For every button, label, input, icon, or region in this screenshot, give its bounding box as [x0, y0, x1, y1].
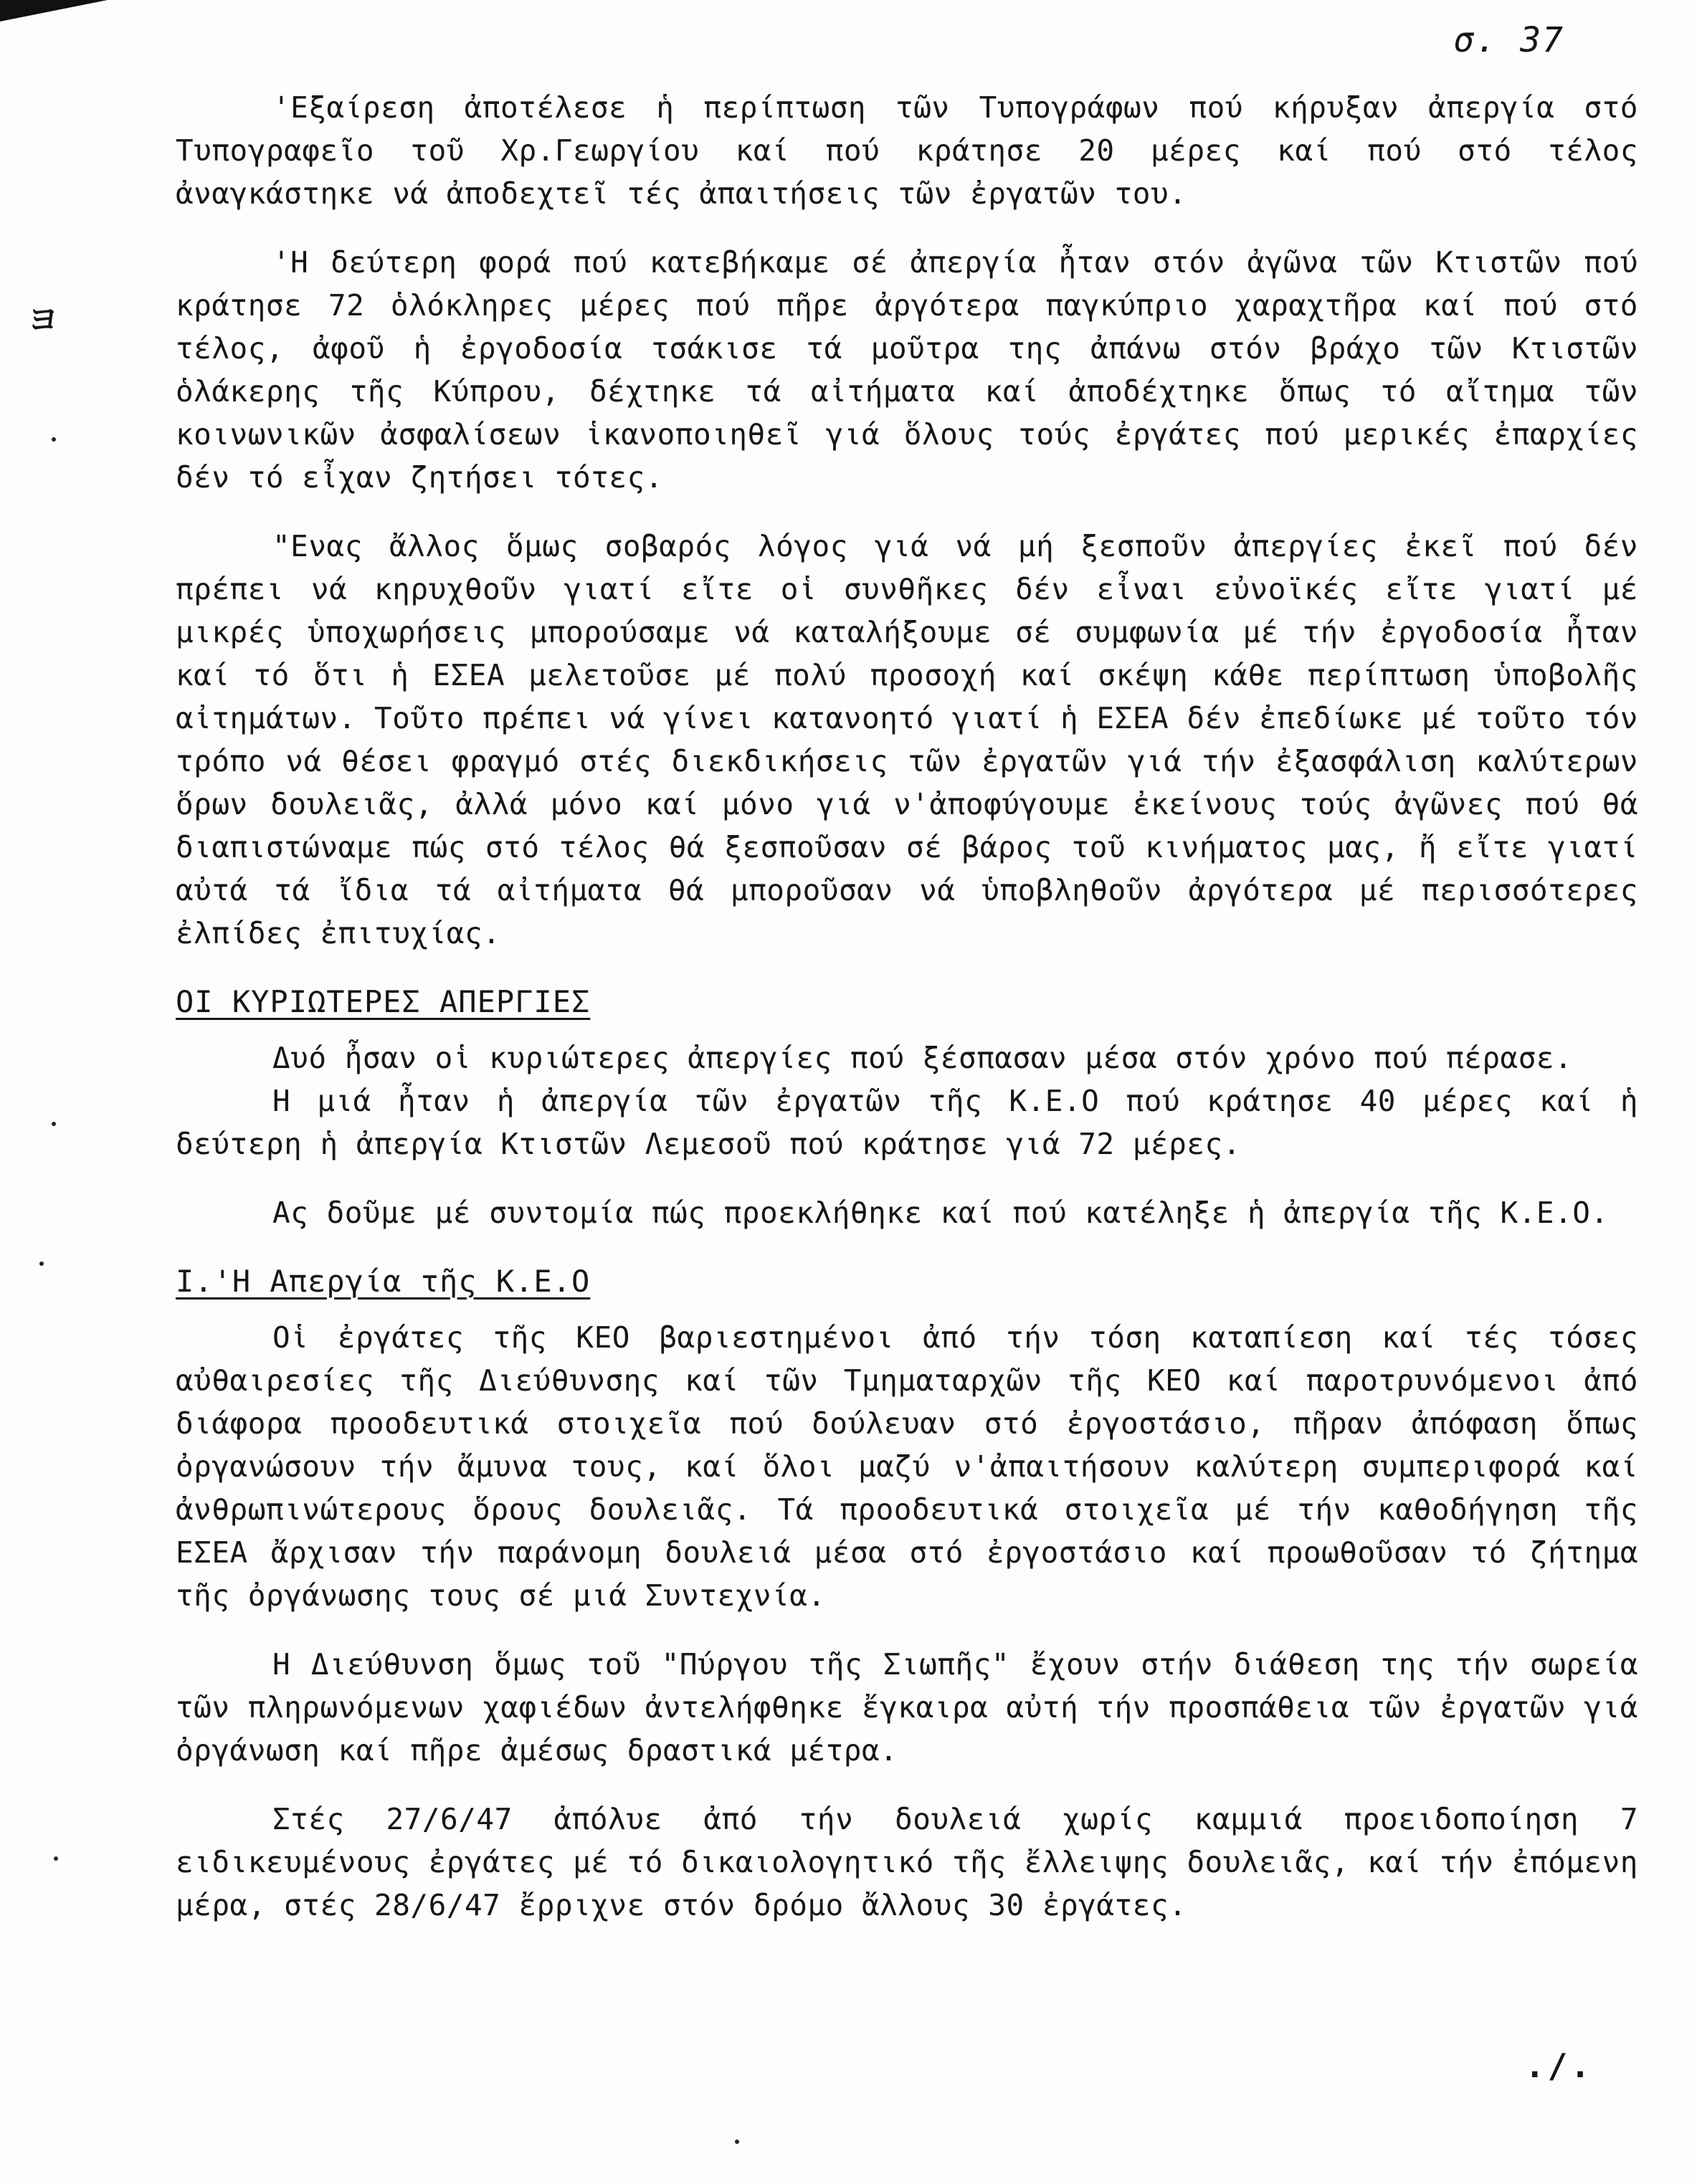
paragraph: 'Η δεύτερη φορά πού κατεβήκαμε σέ ἀπεργία ἦταν στόν ἀγῶνα τῶν Κτιστῶν πού κράτησε 72 ὁλόκληρες μέρες πού πῆρε ἀργότερα παγκύπριο χαραχτῆρα καί πού στό τέλος, ἀφοῦ ἡ ἐργοδοσία τσάκισε τά μοῦτρα της ἀπάνω στόν βράχο τῶν Κτιστῶν ὁλάκερης τῆς Κύπρου, δέχτηκε τά αἰτήματα καί ἀποδέχτηκε ὅπως τό αἴτημα τῶν κοινωνικῶν ἀσφαλίσεων ἱκανοποιηθεῖ γιά ὅλους τούς ἐργάτες πού μερικές ἐπαρχίες δέν τό εἶχαν ζητήσει τότες. [176, 245, 1638, 495]
paragraph: 'Εξαίρεση ἀποτέλεσε ἡ περίπτωση τῶν Τυπογράφων πού κήρυξαν ἀπεργία στό Τυπογραφεῖο τοῦ Χρ.Γεωργίου καί πού κράτησε 20 μέρες καί πού στό τέλος ἀναγκάστηκε νά ἀποδεχτεῖ τές ἀπαιτήσεις τῶν ἐργατῶν του. [176, 90, 1638, 211]
paragraph: Οἱ ἐργάτες τῆς ΚΕΟ βαριεστημένοι ἀπό τήν τόση καταπίεση καί τές τόσες αὐθαιρεσίες τῆς Διεύθυνσης καί τῶν Τμηματαρχῶν τῆς ΚΕΟ καί παροτρυνόμενοι ἀπό διάφορα προοδευτικά στοιχεῖα πού δούλευαν στό ἐργοστάσιο, πῆραν ἀπόφαση ὅπως ὀργανώσουν τήν ἄμυνα τους, καί ὅλοι μαζύ ν'ἀπαιτήσουν καλύτερη συμπεριφορά καί ἀνθρωπινώτερους ὅρους δουλειᾶς. Τά προοδευτικά στοιχεῖα μέ τήν καθοδήγηση τῆς ΕΣΕΑ ἄρχισαν τήν παράνομη δουλειά μέσα στό ἐργοστάσιο καί προωθοῦσαν τό ζήτημα τῆς ὀργάνωσης τους σέ μιά Συντεχνία. [176, 1320, 1638, 1613]
document-body [176, 86, 1638, 1952]
page-number: σ. 37 [1453, 20, 1564, 60]
paragraph: Η μιά ἦταν ἡ ἀπεργία τῶν ἐργατῶν τῆς Κ.Ε.Ο πού κράτησε 40 μέρες καί ἡ δεύτερη ἡ ἀπεργία Κτιστῶν Λεμεσοῦ πού κράτησε γιά 72 μέρες. [176, 1084, 1638, 1161]
margin-annotation-mark: ヨ [27, 302, 59, 338]
margin-dot [39, 1262, 44, 1266]
section-heading: Ι.'Η Απεργία τῆς Κ.Ε.Ο [176, 1264, 591, 1299]
scan-corner-mark [0, 0, 108, 22]
continuation-mark: ./. [1524, 2046, 1593, 2085]
paragraph: Η Διεύθυνση ὅμως τοῦ "Πύργου τῆς Σιωπῆς" ἔχουν στήν διάθεση της τήν σωρεία τῶν πληρωνόμενων χαφιέδων ἀντελήφθηκε ἔγκαιρα αὐτή τήν προσπάθεια τῶν ἐργατῶν γιά ὀργάνωση καί πῆρε ἀμέσως δραστικά μέτρα. [176, 1647, 1638, 1768]
margin-dot [52, 437, 56, 442]
margin-dot [54, 1856, 58, 1861]
section-heading: ΟΙ ΚΥΡΙΩΤΕΡΕΣ ΑΠΕΡΓΙΕΣ [176, 984, 591, 1019]
margin-dot [735, 2140, 739, 2144]
paragraph: "Ενας ἄλλος ὅμως σοβαρός λόγος γιά νά μή ξεσποῦν ἀπεργίες ἐκεῖ πού δέν πρέπει νά κηρυχθοῦν γιατί εἴτε οἱ συνθῆκες δέν εἶναι εὐνοϊκές εἴτε γιατί μέ μικρές ὑποχωρήσεις μπορούσαμε νά καταλήξουμε σέ συμφωνία μέ τήν ἐργοδοσία ἦταν καί τό ὅτι ἡ ΕΣΕΑ μελετοῦσε μέ πολύ προσοχή καί σκέψη κάθε περίπτωση ὑποβολῆς αἰτημάτων. Τοῦτο πρέπει νά γίνει κατανοητό γιατί ἡ ΕΣΕΑ δέν ἐπεδίωκε μέ τοῦτο τόν τρόπο νά θέσει φραγμό στές διεκδικήσεις τῶν ἐργατῶν γιά τήν ἐξασφάλιση καλύτερων ὅρων δουλειᾶς, ἀλλά μόνο καί μόνο γιά ν'ἀποφύγουμε ἐκείνους τούς ἀγῶνες πού θά διαπιστώναμε πώς στό τέλος θά ξεσποῦσαν σέ βάρος τοῦ κινήματος μας, ἤ εἴτε γιατί αὐτά τά ἴδια τά αἰτήματα θά μποροῦσαν νά ὑποβληθοῦν ἀργότερα μέ περισσότερες ἐλπίδες ἐπιτυχίας. [176, 529, 1638, 950]
paragraph: Δυό ἦσαν οἱ κυριώτερες ἀπεργίες πού ξέσπασαν μέσα στόν χρόνο πού πέρασε. [272, 1041, 1573, 1075]
paragraph: Στές 27/6/47 ἀπόλυε ἀπό τήν δουλειά χωρίς καμμιά προειδοποίηση 7 ειδικευμένους ἐργάτες μέ τό δικαιολογητικό τῆς ἔλλειψης δουλειᾶς, καί τήν ἐπόμενη μέρα, στές 28/6/47 ἔρριχνε στόν δρόμο ἄλλους 30 ἐργάτες. [176, 1802, 1638, 1922]
margin-dot [52, 1122, 56, 1126]
paragraph: Ας δοῦμε μέ συντομία πώς προεκλήθηκε καί πού κατέληξε ἡ ἀπεργία τῆς Κ.Ε.Ο. [272, 1196, 1609, 1230]
